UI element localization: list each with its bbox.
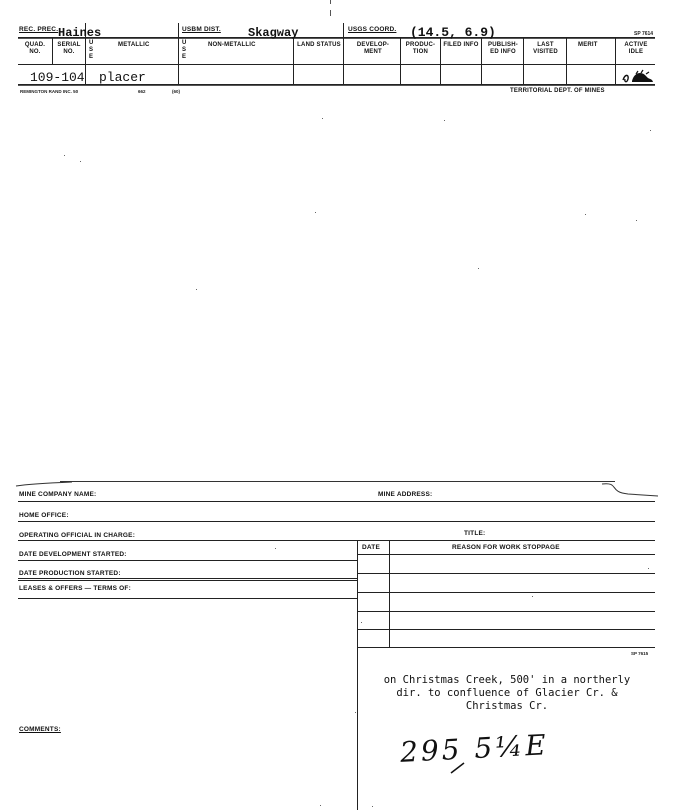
table-header-rule bbox=[357, 554, 655, 555]
imprint-code: (60) bbox=[172, 89, 181, 94]
scan-speck bbox=[636, 220, 637, 221]
active-idle-header: ACTIVE IDLE bbox=[624, 42, 648, 55]
imprint-code: 662 bbox=[138, 89, 146, 94]
home-office-label: HOME OFFICE: bbox=[19, 512, 69, 519]
scan-speck bbox=[648, 568, 649, 569]
rec-prec-label: REC. PREC. bbox=[19, 26, 59, 33]
scan-speck bbox=[372, 806, 373, 807]
row-rule bbox=[18, 501, 655, 502]
production-header: PRODUC- TION bbox=[405, 42, 436, 55]
date-production-label: DATE PRODUCTION STARTED: bbox=[19, 570, 121, 577]
date-development-label: DATE DEVELOPMENT STARTED: bbox=[19, 551, 127, 558]
scan-speck bbox=[650, 130, 651, 131]
scan-speck bbox=[361, 622, 362, 623]
nonmetallic-header: NON-METALLIC bbox=[208, 42, 256, 48]
fold-mark bbox=[330, 0, 331, 4]
scan-speck bbox=[322, 118, 323, 119]
card-curl-edge bbox=[600, 476, 660, 498]
filed-info-header: FILED INFO bbox=[443, 42, 479, 48]
metallic-value: placer bbox=[99, 70, 146, 85]
usgs-coord-label: USGS COORD. bbox=[348, 26, 397, 33]
reason-column-header: REASON FOR WORK STOPPAGE bbox=[452, 544, 560, 551]
row-rule bbox=[18, 578, 357, 579]
development-header: DEVELOP- MENT bbox=[356, 42, 390, 55]
row-rule bbox=[18, 560, 357, 561]
form-number: SP 7614 bbox=[634, 31, 654, 37]
usgs-coord-value: (14.5, 6.9) bbox=[410, 25, 496, 40]
col-divider bbox=[615, 38, 616, 85]
scan-speck bbox=[355, 712, 356, 713]
fold-mark bbox=[330, 10, 331, 16]
row-rule bbox=[18, 580, 357, 581]
row-rule bbox=[18, 521, 655, 522]
merit-header: MERIT bbox=[578, 42, 598, 48]
typed-note-line: on Christmas Creek, 500' in a northerly bbox=[383, 674, 631, 686]
land-status-header: LAND STATUS bbox=[297, 42, 341, 48]
active-mark-scribble-icon bbox=[620, 68, 656, 86]
header-bottom-rule bbox=[18, 38, 655, 39]
scan-speck bbox=[196, 289, 197, 290]
table-row-rule bbox=[357, 629, 655, 630]
serial-no-header: SERIAL NO. bbox=[57, 42, 81, 55]
row-rule bbox=[18, 540, 655, 541]
typed-location-note bbox=[360, 674, 654, 713]
row-rule bbox=[18, 598, 357, 599]
handwritten-stroke bbox=[448, 760, 468, 776]
table-row-rule bbox=[357, 647, 655, 648]
use-nonmetallic-header: U S E bbox=[182, 40, 187, 60]
metallic-header: METALLIC bbox=[118, 42, 150, 48]
col-divider bbox=[293, 38, 294, 85]
typed-note-line: dir. to confluence of Glacier Cr. & bbox=[396, 687, 618, 699]
use-metallic-header: U S E bbox=[89, 40, 94, 60]
rec-prec-value: Haines bbox=[58, 26, 102, 40]
scan-speck bbox=[64, 155, 65, 156]
leases-label: LEASES & OFFERS — TERMS OF: bbox=[19, 585, 131, 592]
col-divider bbox=[440, 38, 441, 85]
col-divider bbox=[52, 38, 53, 64]
usbm-dist-value: Skagway bbox=[248, 26, 299, 40]
col-divider bbox=[343, 23, 344, 85]
typed-note-line: Christmas Cr. bbox=[465, 700, 549, 712]
scan-speck bbox=[532, 596, 533, 597]
quad-no-header: QUAD. NO. bbox=[24, 42, 46, 55]
scan-speck bbox=[80, 161, 81, 162]
mine-address-label: MINE ADDRESS: bbox=[378, 491, 433, 498]
table-left-border bbox=[357, 540, 358, 810]
col-divider bbox=[523, 38, 524, 85]
col-divider bbox=[400, 38, 401, 85]
scan-speck bbox=[275, 548, 276, 549]
date-col-divider bbox=[389, 540, 390, 648]
serial-value: 109-104 bbox=[30, 70, 85, 85]
col-divider bbox=[481, 38, 482, 85]
col-divider bbox=[178, 23, 179, 85]
date-column-header: DATE bbox=[362, 544, 381, 551]
card-curl-edge bbox=[14, 480, 74, 490]
title-label: TITLE: bbox=[464, 530, 486, 537]
usbm-dist-label: USBM DIST. bbox=[182, 26, 221, 33]
scan-speck bbox=[444, 120, 445, 121]
card-top-edge bbox=[60, 481, 615, 482]
operating-official-label: OPERATING OFFICIAL IN CHARGE: bbox=[19, 532, 136, 539]
comments-label: COMMENTS: bbox=[19, 726, 61, 733]
scan-speck bbox=[320, 805, 321, 806]
table-row-rule bbox=[357, 573, 655, 574]
last-visited-header: LAST VISITED bbox=[533, 42, 558, 55]
scan-speck bbox=[315, 212, 316, 213]
table-row-rule bbox=[357, 611, 655, 612]
scan-speck bbox=[478, 268, 479, 269]
published-info-header: PUBLISH- ED INFO bbox=[488, 42, 518, 55]
mine-company-label: MINE COMPANY NAME: bbox=[19, 491, 97, 498]
table-row-rule bbox=[357, 592, 655, 593]
handwritten-reference: 295 5¼E bbox=[399, 728, 550, 769]
printer-imprint: REMINGTON RAND INC. 50 bbox=[20, 89, 79, 94]
col-divider bbox=[566, 38, 567, 85]
subheader-bottom-rule bbox=[18, 64, 655, 65]
values-bottom-rule bbox=[18, 85, 655, 86]
form-number: SP 7615 bbox=[631, 651, 649, 656]
territorial-dept-label: TERRITORIAL DEPT. OF MINES bbox=[510, 88, 605, 94]
scan-speck bbox=[585, 214, 586, 215]
